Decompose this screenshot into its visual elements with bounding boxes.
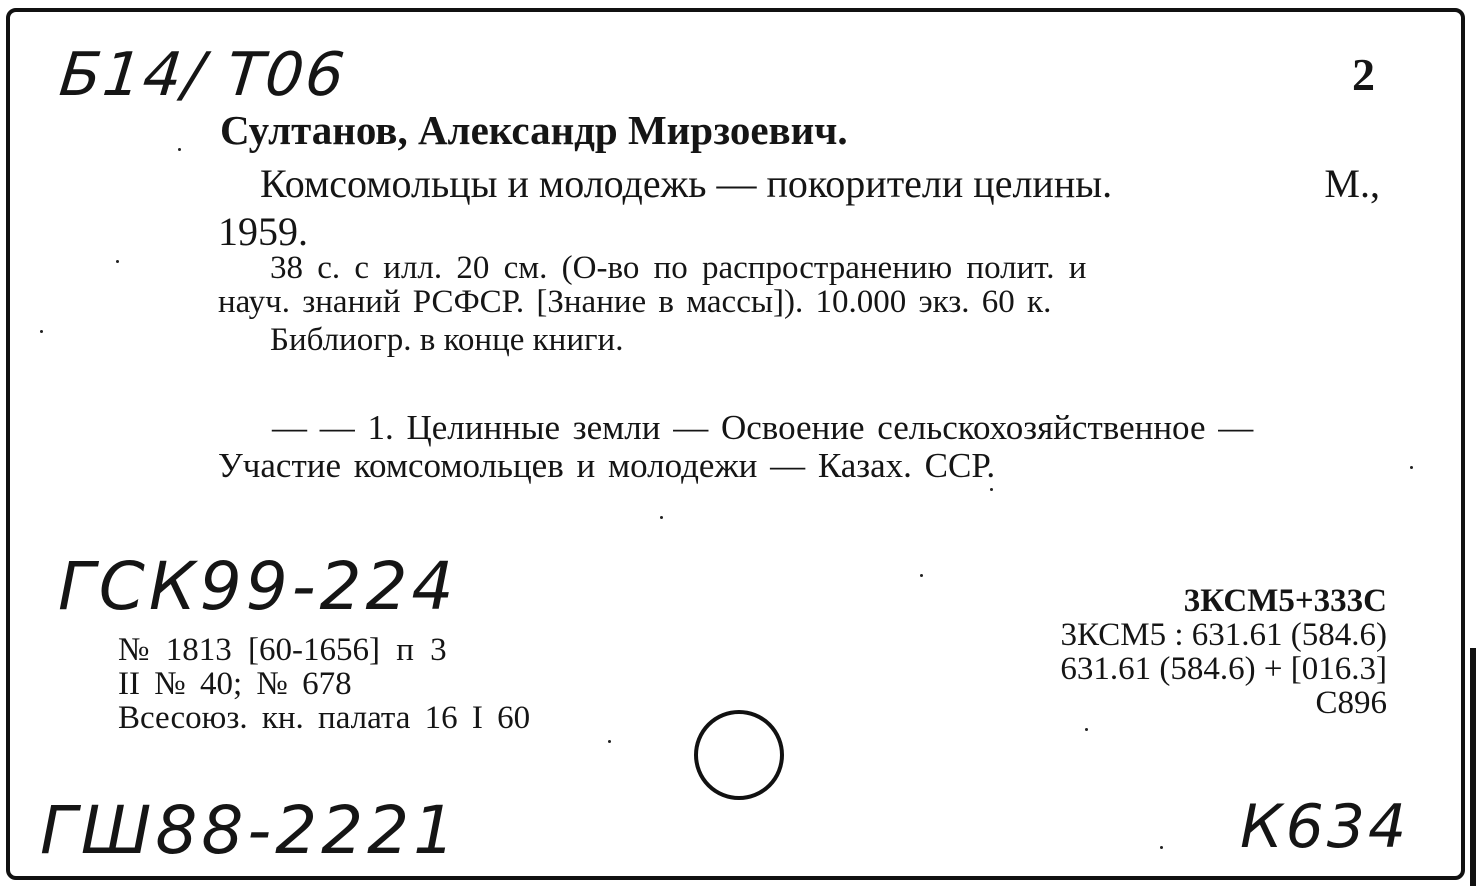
- registry-line-2: II № 40; № 678: [118, 666, 352, 702]
- card-punch-hole: [694, 710, 784, 800]
- ink-speck: [608, 740, 611, 743]
- subject-heading-line-1: — — 1. Целинные земли — Освоение сельскохозяйственное —: [272, 408, 1254, 447]
- book-title: Комсомольцы и молодежь — покорители целины.: [260, 161, 1113, 206]
- handwritten-gsk-number: ГСК99-224: [58, 548, 458, 625]
- registry-line-3: Всесоюз. кн. палата 16 I 60: [118, 700, 531, 736]
- ink-speck: [990, 488, 993, 491]
- publication-place: М.,: [1324, 161, 1380, 206]
- author-mark: С896: [1315, 685, 1387, 721]
- handwritten-gsh-number: ГШ88-2221: [40, 792, 460, 869]
- bibliography-note: Библиогр. в конце книги.: [270, 322, 624, 358]
- title-line: [260, 160, 1380, 207]
- ink-speck: [1160, 846, 1163, 849]
- author-heading: Султанов, Александр Мирзоевич.: [220, 107, 848, 153]
- ink-speck: [178, 148, 181, 151]
- classification-code-2: 3КСМ5 : 631.61 (584.6): [1060, 617, 1387, 653]
- ink-speck: [660, 516, 663, 519]
- classification-code-1: 3КСМ5+333С: [1183, 583, 1387, 619]
- ink-speck: [920, 574, 923, 577]
- handwritten-k-number: К634: [1240, 792, 1410, 862]
- ink-speck: [40, 330, 43, 333]
- ink-speck: [1410, 466, 1413, 469]
- card-edge-mark: [1470, 648, 1476, 886]
- handwritten-call-number: Б14/ Т06: [56, 40, 350, 110]
- ink-speck: [1085, 728, 1088, 731]
- classification-code-3: 631.61 (584.6) + [016.3]: [1060, 651, 1387, 687]
- collation-line-1: 38 с. с илл. 20 см. (О-во по распространению полит. и: [270, 250, 1087, 286]
- subject-heading-line-2: Участие комсомольцев и молодежи — Казах. ССР.: [218, 446, 996, 485]
- registry-line-1: № 1813 [60-1656] п 3: [118, 632, 447, 668]
- collation-line-2: науч. знаний РСФСР. [Знание в массы]). 10.000 экз. 60 к.: [218, 284, 1052, 320]
- classification-block: [1060, 584, 1387, 720]
- publication-year: 1959.: [218, 209, 308, 254]
- ink-speck: [116, 260, 119, 263]
- card-number: 2: [1352, 49, 1375, 100]
